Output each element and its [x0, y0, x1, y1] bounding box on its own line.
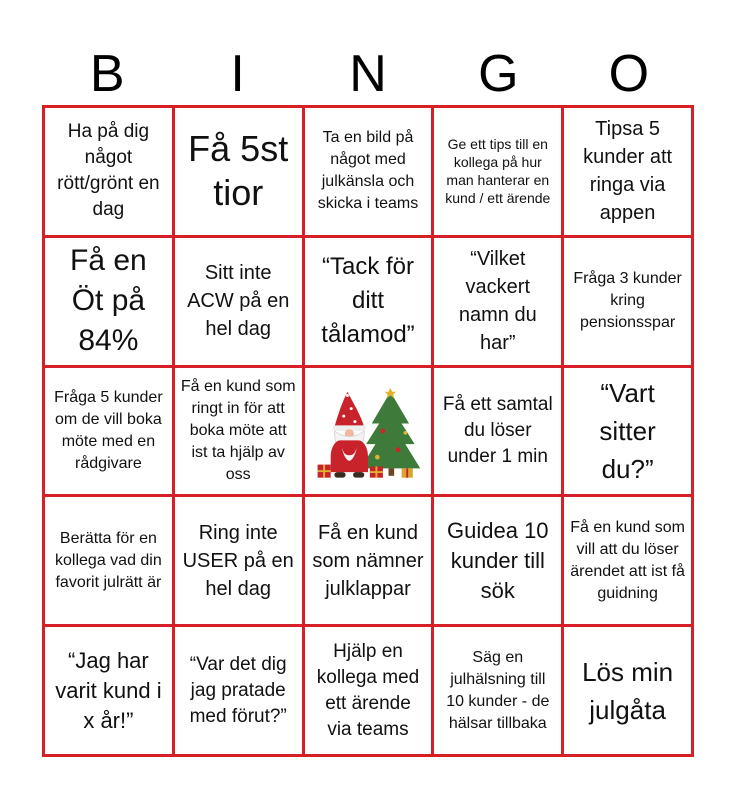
bingo-cell-4-2[interactable]: Ring inte USER på en hel dag	[175, 497, 302, 624]
header-letter-b: B	[89, 45, 125, 103]
bingo-cell-2-1[interactable]: Få en Öt på 84%	[45, 238, 172, 365]
bingo-cell-4-5[interactable]: Få en kund som vill att du löser ärendet att ist få guidning	[564, 497, 691, 624]
header-letter-n: N	[349, 45, 387, 103]
bingo-cell-1-4[interactable]: Ge ett tips till en kollega på hur man hanterar en kund / ett ärende	[434, 108, 561, 235]
bingo-cell-3-5[interactable]: “Vart sitter du?”	[564, 368, 691, 495]
bingo-cell-2-3[interactable]: “Tack för ditt tålamod”	[305, 238, 432, 365]
bingo-cell-5-1[interactable]: “Jag har varit kund i x år!”	[45, 627, 172, 754]
header-letter-o: O	[608, 45, 650, 103]
bingo-cell-2-5[interactable]: Fråga 3 kunder kring pensionsspar	[564, 238, 691, 365]
bingo-cell-5-4[interactable]: Säg en julhälsning till 10 kunder - de hälsar tillbaka	[434, 627, 561, 754]
bingo-cell-5-3[interactable]: Hjälp en kollega med ett ärende via teams	[305, 627, 432, 754]
header-letter-g: G	[478, 45, 519, 103]
bingo-cell-4-3[interactable]: Få en kund som nämner julklappar	[305, 497, 432, 624]
bingo-cell-1-3[interactable]: Ta en bild på något med julkänsla och skicka i teams	[305, 108, 432, 235]
bingo-cell-5-5[interactable]: Lös min julgåta	[564, 627, 691, 754]
bingo-cell-4-1[interactable]: Berätta för en kollega vad din favorit julrätt är	[45, 497, 172, 624]
bingo-board	[42, 105, 694, 757]
header-letter-i: I	[230, 45, 245, 103]
bingo-cell-2-4[interactable]: “Vilket vackert namn du har”	[434, 238, 561, 365]
bingo-cell-1-2[interactable]: Få 5st tior	[175, 108, 302, 235]
bingo-cell-4-4[interactable]: Guidea 10 kunder till sök	[434, 497, 561, 624]
bingo-cell-2-2[interactable]: Sitt inte ACW på en hel dag	[175, 238, 302, 365]
bingo-cell-5-2[interactable]: “Var det dig jag pratade med förut?”	[175, 627, 302, 754]
bingo-cell-3-1[interactable]: Fråga 5 kunder om de vill boka möte med en rådgivare	[45, 368, 172, 495]
bingo-header	[42, 40, 694, 108]
free-space-cell[interactable]	[305, 368, 432, 495]
bingo-cell-3-4[interactable]: Få ett samtal du löser under 1 min	[434, 368, 561, 495]
bingo-cell-1-5[interactable]: Tipsa 5 kunder att ringa via appen	[564, 108, 691, 235]
bingo-cell-3-2[interactable]: Få en kund som ringt in för att boka möte att ist ta hjälp av oss	[175, 368, 302, 495]
gnome-christmas-tree-icon	[312, 375, 424, 487]
bingo-cell-1-1[interactable]: Ha på dig något rött/grönt en dag	[45, 108, 172, 235]
